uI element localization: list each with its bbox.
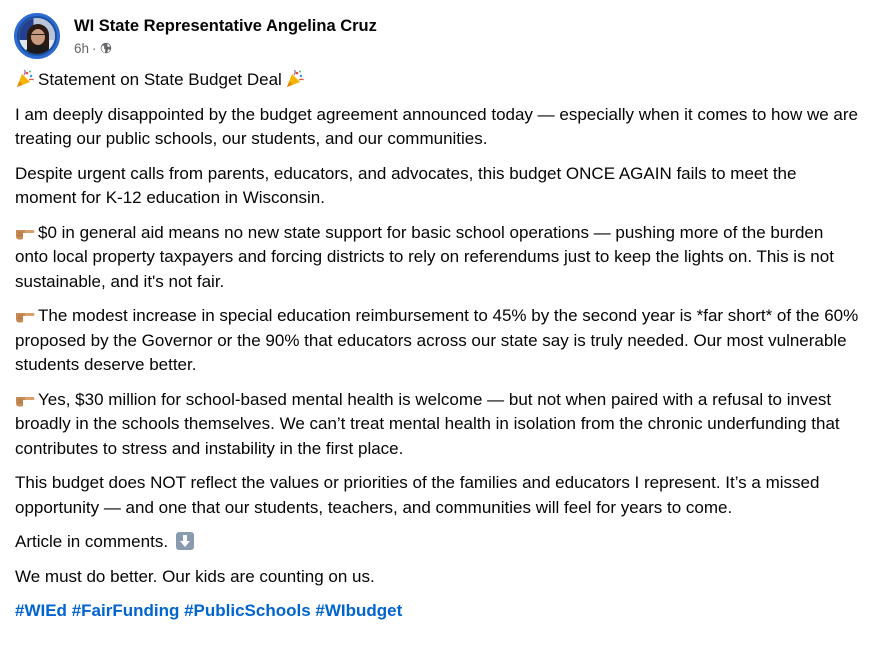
hashtag-link[interactable]: #PublicSchools (184, 601, 311, 620)
party-popper-icon (285, 69, 305, 89)
post-body (15, 68, 860, 634)
author-name[interactable]: WI State Representative Angelina Cruz (74, 16, 377, 35)
post-timestamp[interactable]: 6h (74, 40, 90, 56)
hashtag-link[interactable]: #FairFunding (71, 601, 180, 620)
hashtags (15, 599, 860, 624)
article-note: Article in comments. (15, 532, 169, 551)
post-title: Statement on State Budget Deal (38, 70, 282, 89)
separator-dot: · (92, 40, 97, 56)
post-title-line (15, 68, 860, 93)
bullet-paragraph (15, 304, 860, 378)
closing-paragraph: This budget does NOT reflect the values or priorities of the families and educators I represent. It’s a missed opportunity — and one that our students, teachers, and communities will feel for years to come. (15, 473, 820, 517)
post-header (14, 12, 377, 60)
hashtag-link[interactable]: #WIbudget (315, 601, 403, 620)
paragraph: Despite urgent calls from parents, educators, and advocates, this budget ONCE AGAIN fails to meet the moment for K-12 education in Wisconsin. (15, 163, 797, 207)
party-popper-icon (15, 69, 35, 89)
globe-icon[interactable] (100, 42, 112, 54)
bullet-text: $0 in general aid means no new state support for basic school operations — pushing more of the burden onto local property taxpayers and forcing districts to rely on referendums just to keep the lights on. This is not sustainable, and it's not fair. (15, 222, 834, 291)
final-line: We must do better. Our kids are counting on us. (15, 566, 375, 586)
bullet-text: The modest increase in special education reimbursement to 45% by the second year is *far short* of the 60% proposed by the Governor or the 90% that educators across our state say is truly needed. Our most vulnerable students deserve better. (15, 306, 859, 374)
article-note-line (15, 530, 860, 555)
pointing-hand-icon (15, 389, 35, 409)
paragraph: I am deeply disappointed by the budget agreement announced today — especially when it comes to how we are treating our public schools, our students, and our communities. (15, 104, 858, 148)
bullet-text: Yes, $30 million for school-based mental health is welcome — but not when paired with a refusal to invest broadly in the schools themselves. We can’t treat mental health in isolation from the chronic underfunding that contributes to stress and instability in the first place. (15, 389, 840, 458)
bullet-paragraph (15, 388, 860, 462)
down-arrow-icon (175, 531, 195, 551)
avatar[interactable] (14, 13, 60, 59)
hashtag-link[interactable]: #WIEd (15, 601, 67, 620)
pointing-hand-icon (15, 222, 35, 242)
bullet-paragraph (15, 221, 860, 295)
pointing-hand-icon (15, 305, 35, 325)
